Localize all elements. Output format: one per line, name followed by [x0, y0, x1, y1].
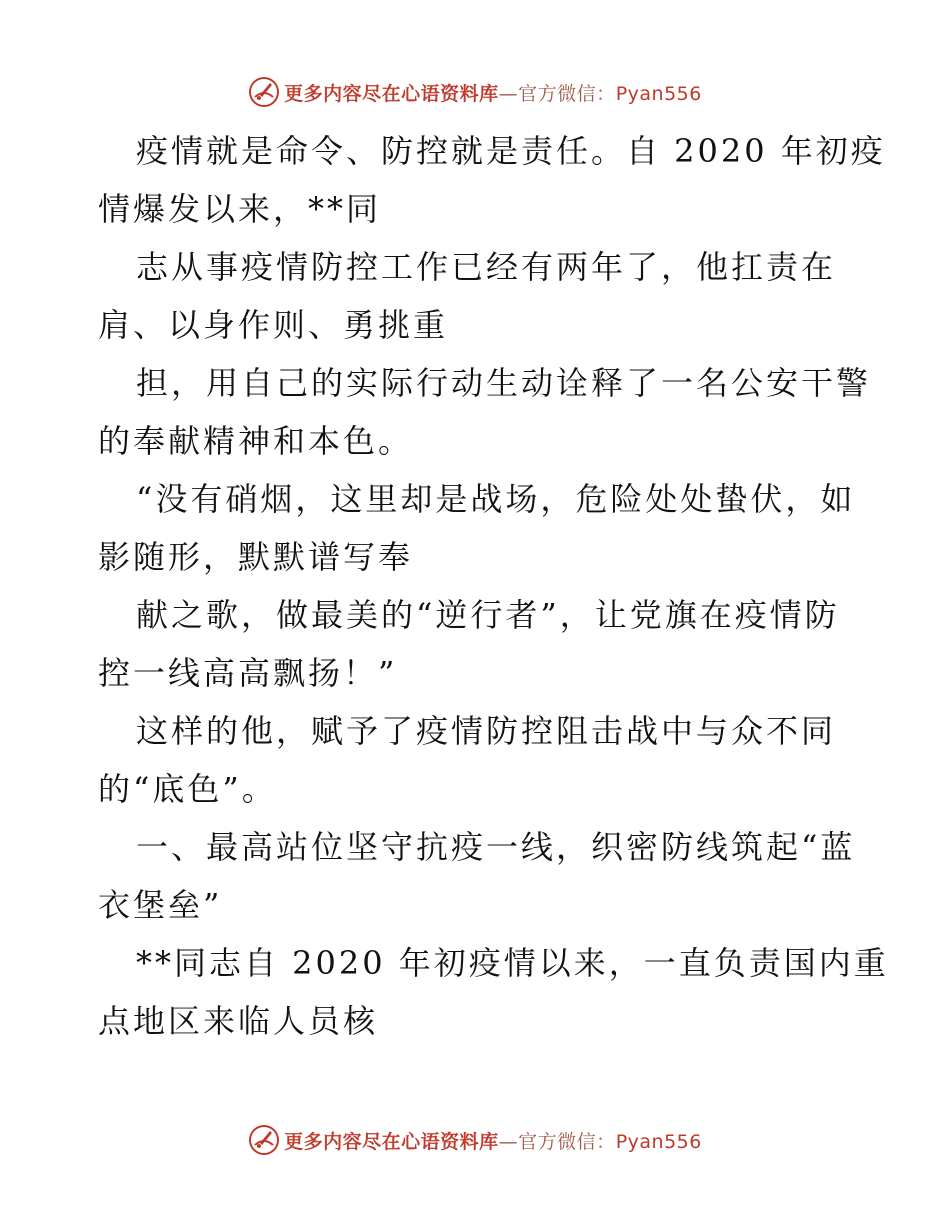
paragraph-4	[98, 470, 858, 586]
pen-book-logo-icon	[248, 76, 280, 108]
paragraph-1	[98, 122, 886, 238]
paragraph-line: 这样的他，赋予了疫情防控阻击战中与众不同	[136, 712, 837, 750]
paragraph-line: 控一线高高飘扬！”	[98, 654, 398, 692]
paragraph-7	[98, 934, 889, 1050]
paragraph-line: 的奉献精神和本色。	[98, 422, 414, 460]
paragraph-line: 影随形，默默谱写奉	[98, 538, 414, 576]
paragraph-3	[98, 354, 872, 470]
footer-banner-main: 更多内容尽在心语资料库	[284, 1130, 499, 1153]
banner-text	[284, 79, 702, 106]
paragraph-line: **同志自 2020 年初疫情以来，一直负责国内重	[136, 944, 889, 982]
banner-main: 更多内容尽在心语资料库	[284, 82, 499, 105]
footer-banner-wechat-label: 官方微信：	[518, 1130, 616, 1153]
paragraph-line: 献之歌，做最美的“逆行者”，让党旗在疫情防	[136, 596, 840, 634]
paragraph-2	[98, 238, 858, 354]
paragraph-line: 志从事疫情防控工作已经有两年了，他扛责在	[136, 248, 837, 286]
paragraph-6	[98, 702, 858, 818]
footer-banner-wechat-id: Pyan556	[615, 1130, 702, 1153]
paragraph-line: 情爆发以来，**同	[98, 190, 382, 228]
paragraph-line: 点地区来临人员核	[98, 1002, 379, 1040]
paragraph-line: 肩、以身作则、勇挑重	[98, 306, 449, 344]
paragraph-line: 担，用自己的实际行动生动诠释了一名公安干警	[136, 364, 872, 402]
pen-book-logo-icon	[248, 1124, 280, 1156]
footer-banner	[0, 1120, 950, 1160]
document-body	[98, 122, 889, 1050]
paragraph-line: 的“底色”。	[98, 770, 277, 808]
banner-wechat-label: 官方微信：	[518, 82, 616, 105]
banner-wechat-id: Pyan556	[615, 82, 702, 105]
section-heading-1	[98, 818, 858, 934]
paragraph-5	[98, 586, 858, 702]
paragraph-line: 衣堡垒”	[98, 886, 223, 924]
banner-dash: —	[498, 82, 519, 105]
footer-banner-text	[284, 1127, 702, 1154]
header-banner	[0, 72, 950, 112]
footer-banner-dash: —	[498, 1130, 519, 1153]
paragraph-line: 疫情就是命令、防控就是责任。自 2020 年初疫	[136, 132, 886, 170]
paragraph-line: “没有硝烟，这里却是战场，危险处处蛰伏，如	[136, 480, 856, 518]
paragraph-line: 一、最高站位坚守抗疫一线，织密防线筑起“蓝	[136, 828, 856, 866]
